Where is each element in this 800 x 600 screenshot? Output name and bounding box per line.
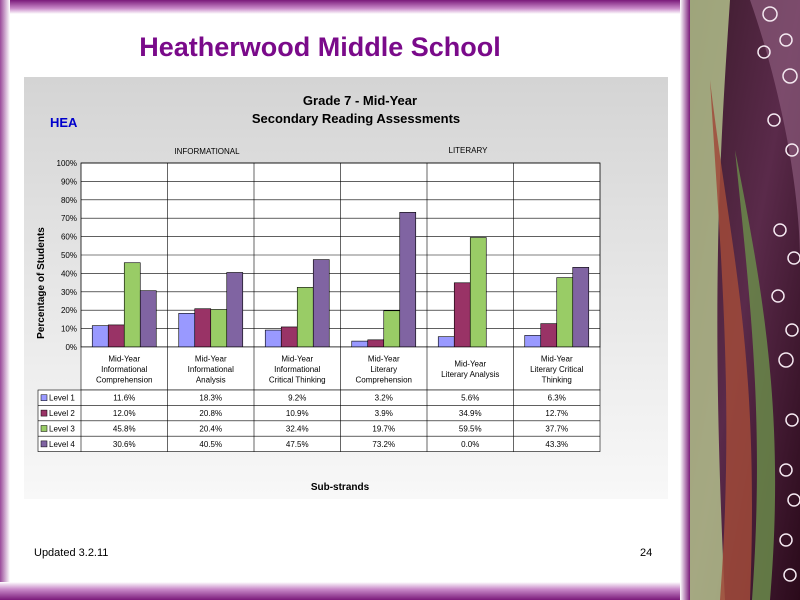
chart-subtitle: Secondary Reading Assessments — [251, 111, 461, 126]
category-label: Informational — [187, 365, 234, 374]
legend-swatch — [41, 410, 47, 416]
data-label: 0.0% — [461, 439, 480, 449]
data-label: 5.6% — [461, 393, 480, 403]
bar-level-4 — [573, 267, 589, 347]
updated-note: Updated 3.2.11 — [34, 547, 109, 559]
legend-label: Level 1 — [49, 393, 75, 403]
category-label: Mid-Year — [454, 359, 487, 369]
bar-level-1 — [438, 337, 454, 347]
category-label: Literary Critical — [530, 365, 584, 374]
legend-swatch — [41, 395, 47, 401]
data-label: 59.5% — [458, 424, 482, 434]
bar-level-2 — [368, 340, 384, 347]
x-axis-label: Sub-strands — [310, 482, 370, 493]
y-tick-label: 50% — [60, 251, 77, 260]
category-label: Analysis — [195, 375, 226, 385]
decorative-panel — [690, 0, 800, 600]
y-tick-label: 40% — [60, 269, 77, 279]
data-label: 37.7% — [545, 424, 569, 434]
y-tick-label: 100% — [56, 159, 77, 168]
data-label: 20.4% — [199, 424, 223, 434]
bar-level-2 — [195, 309, 211, 347]
bar-level-1 — [352, 341, 368, 347]
category-label: Mid-Year — [194, 354, 227, 364]
data-label: 32.4% — [285, 424, 309, 434]
category-label: Mid-Year — [367, 354, 400, 364]
chart-tag: HEA — [50, 115, 78, 130]
data-label: 34.9% — [458, 409, 482, 419]
bar-level-2 — [541, 324, 557, 347]
y-tick-label: 80% — [60, 195, 77, 205]
category-label: Informational — [101, 365, 148, 374]
bar-level-1 — [525, 335, 541, 347]
data-label: 3.9% — [374, 409, 393, 419]
data-label: 73.2% — [372, 439, 396, 449]
legend-label: Level 4 — [49, 439, 75, 449]
legend-swatch — [41, 426, 47, 432]
left-border — [0, 0, 10, 600]
bar-level-4 — [400, 212, 416, 347]
data-label: 20.8% — [199, 409, 223, 419]
bar-level-2 — [281, 327, 297, 347]
data-label: 12.7% — [545, 409, 569, 419]
data-label: 19.7% — [372, 424, 396, 434]
y-tick-label: 30% — [60, 287, 77, 297]
category-label: Literary Analysis — [441, 370, 500, 379]
category-label: Critical Thinking — [268, 375, 326, 385]
page-number: 24 — [640, 547, 653, 559]
data-label: 3.2% — [374, 393, 393, 403]
bar-level-4 — [313, 260, 329, 347]
bar-level-2 — [108, 325, 124, 347]
data-label: 43.3% — [545, 439, 569, 449]
bar-level-3 — [470, 238, 486, 347]
y-tick-label: 0% — [65, 343, 77, 352]
y-axis-label: Percentage of Students — [36, 227, 47, 339]
bar-level-4 — [140, 291, 156, 347]
bar-chart — [24, 77, 668, 499]
chart-area — [24, 77, 668, 499]
right-divider — [680, 0, 690, 600]
data-label: 30.6% — [112, 439, 136, 449]
legend-label: Level 3 — [49, 424, 75, 434]
bar-level-3 — [384, 311, 400, 347]
category-label: Mid-Year — [540, 354, 573, 364]
bar-level-3 — [124, 263, 140, 347]
y-tick-label: 10% — [60, 324, 77, 334]
group-label-literary: LITERARY — [448, 146, 488, 155]
bar-level-1 — [179, 313, 195, 347]
bar-level-3 — [557, 278, 573, 347]
y-tick-label: 60% — [60, 232, 77, 242]
bar-level-1 — [92, 326, 108, 347]
data-label: 9.2% — [288, 393, 307, 403]
bar-level-3 — [297, 287, 313, 347]
category-label: Thinking — [541, 375, 572, 385]
legend-label: Level 2 — [49, 409, 75, 419]
category-label: Comprehension — [96, 375, 153, 385]
bar-level-3 — [211, 309, 227, 347]
category-label: Mid-Year — [108, 354, 141, 364]
bar-level-4 — [227, 272, 243, 347]
category-label: Mid-Year — [281, 354, 314, 364]
data-label: 11.6% — [113, 393, 136, 403]
category-label: Literary — [370, 365, 398, 374]
data-label: 45.8% — [112, 424, 136, 434]
data-label: 40.5% — [199, 439, 223, 449]
chart-title: Grade 7 - Mid-Year — [302, 93, 418, 108]
bar-level-2 — [454, 283, 470, 347]
category-label: Informational — [274, 365, 321, 374]
data-label: 18.3% — [199, 393, 223, 403]
data-label: 10.9% — [285, 409, 309, 419]
bottom-border — [0, 582, 690, 600]
category-label: Comprehension — [355, 375, 412, 385]
group-label-informational: INFORMATIONAL — [174, 147, 240, 156]
data-label: 47.5% — [285, 439, 309, 449]
data-label: 12.0% — [112, 409, 136, 419]
legend-swatch — [41, 441, 47, 447]
data-label: 6.3% — [547, 393, 566, 403]
top-border — [0, 0, 690, 14]
page-title: Heatherwood Middle School — [139, 32, 501, 62]
y-tick-label: 20% — [60, 306, 77, 316]
bar-level-1 — [265, 330, 281, 347]
y-tick-label: 90% — [60, 177, 77, 187]
y-tick-label: 70% — [60, 214, 77, 224]
